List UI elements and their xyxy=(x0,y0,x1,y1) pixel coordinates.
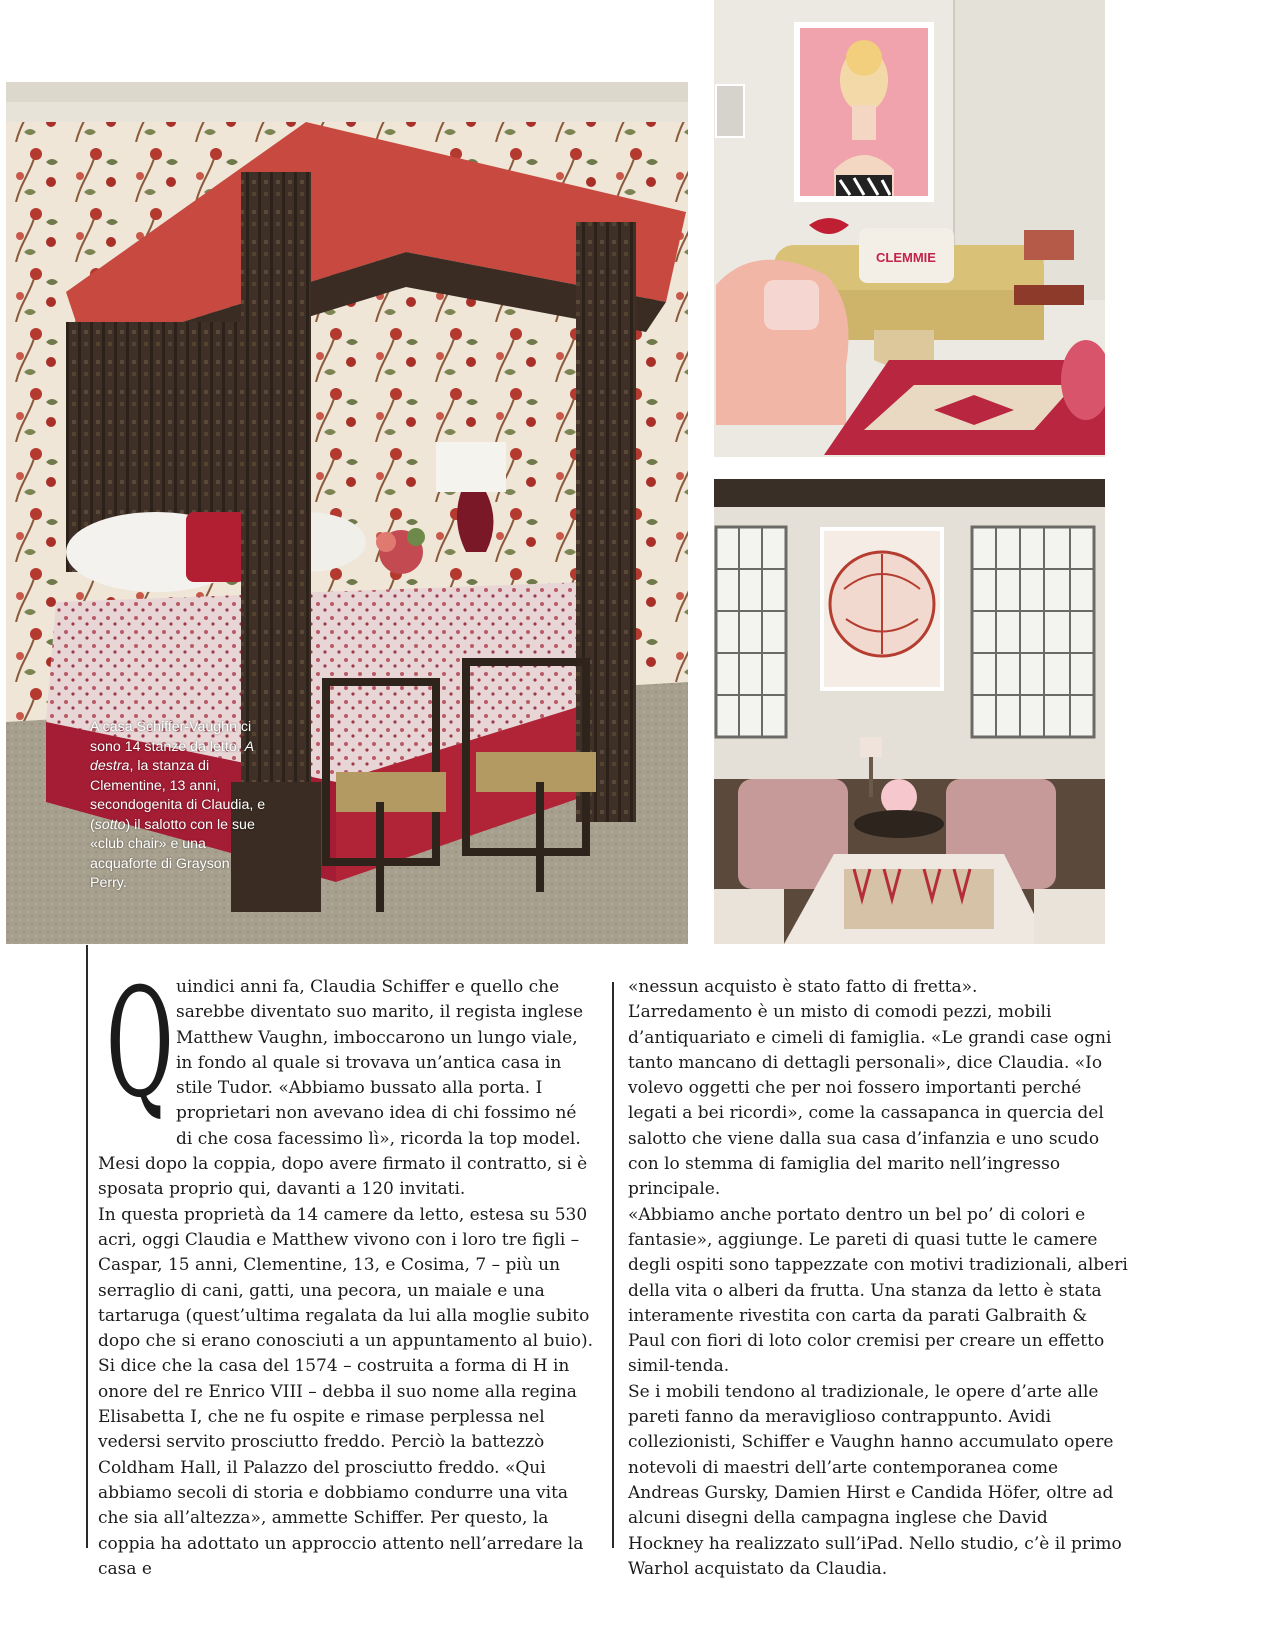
drop-cap: Q xyxy=(106,957,174,1131)
paragraph: «nessun acquisto è stato fatto di fretta». xyxy=(628,977,978,997)
girl-room-photo xyxy=(714,0,1105,457)
caption-part-1: A casa Schiffer-Vaughn ci sono 14 stanze da letto. xyxy=(90,719,252,755)
caption-emphasis-below: sotto xyxy=(94,816,126,833)
right-window xyxy=(972,527,1094,737)
paragraph: «Abbiamo anche portato dentro un bel po’ di colori e fantasie», aggiunge. Le pareti di quasi tutte le camere degli ospiti sono tappezzate con motivi tradizionali, alberi della vita o alberi da frutta. Una stanza da letto è stata interamente rivestita con carta da parati Galbraith & Paul con fiori di loto color cremisi per creare un effetto simil-tenda. xyxy=(628,1204,1128,1377)
caption-part-3: , la stanza di Clementine, 13 anni, secondogenita di Claudia, e ( xyxy=(90,758,266,833)
left-column-rule xyxy=(86,945,88,1548)
paragraph: Si dice che la casa del 1574 – costruita a forma di H in onore del re Enrico VIII – debba il suo nome alla regina Elisabetta I, che ne fu ospite e rimase perplessa nel vedersi servito prosciutto freddo. Perciò la battezzò Coldham Hall, il Palazzo del prosciutto freddo. «Qui abbiamo secoli di storia e dobbiamo condurre una vita che sia all’altezza», ammette Schiffer. Per questo, la coppia ha adottato un approccio attento nell’arredare la casa e xyxy=(98,1356,584,1579)
paragraph: uindici anni fa, Claudia Schiffer e quello che sarebbe diventato suo marito, il regista inglese Matthew Vaughn, imboccarono un lungo viale, in fondo al quale si trovava un’antica casa in stile Tudor. «Abbiamo bussato alla porta. I proprietari non avevano idea di chi fossimo né di che cosa facessimo lì», ricorda la top model. Mesi dopo la coppia, dopo avere firmato il contratto, si è sposata proprio qui, davanti a 120 invitati. xyxy=(98,977,588,1200)
article-column-left xyxy=(98,957,598,1582)
salon-photo xyxy=(714,479,1105,944)
photo-caption xyxy=(90,718,270,894)
pillow-text: CLEMMIE xyxy=(876,250,936,265)
caption-text xyxy=(90,718,270,894)
girl-room-illustration xyxy=(714,0,1105,457)
article-column-right xyxy=(628,975,1128,1582)
paragraph: In questa proprietà da 14 camere da letto, estesa su 530 acri, oggi Claudia e Matthew vivono con i loro tre figli – Caspar, 15 anni, Clementine, 13, e Cosima, 7 – più un serraglio di cani, gatti, una pecora, un maiale e una tartaruga (quest’ultima regalata da lui alla moglie subito dopo che si erano conosciuti a un appuntamento al buio). xyxy=(98,1204,594,1352)
right-column-rule xyxy=(612,982,614,1548)
salon-illustration xyxy=(714,479,1105,944)
caption-part-5: ) il salotto con le sue «club chair» e una acquaforte di Grayson Perry. xyxy=(90,816,255,891)
paragraph: Se i mobili tendono al tradizionale, le opere d’arte alle pareti fanno da meraviglioso contrappunto. Avidi collezionisti, Schiffer e Vaughn hanno accumulato opere notevoli di maestri dell’arte contemporanea come Andreas Gursky, Damien Hirst e Candida Höfer, oltre ad alcuni disegni della campagna inglese che David Hockney ha realizzato sull’iPad. Nello studio, c’è il primo Warhol acquistato da Claudia. xyxy=(628,1381,1122,1579)
paragraph: L’arredamento è un misto di comodi pezzi, mobili d’antiquariato e cimeli di famiglia. «Le grandi case ogni tanto mancano di dettagli personali», dice Claudia. «Io volevo oggetti che per noi fossero importanti perché legati a bei ricordi», come la cassapanca in quercia del salotto che viene dalla sua casa d’infanzia e uno scudo con lo stemma di famiglia del marito nell’ingresso principale. xyxy=(628,1002,1112,1200)
caption-emphasis-right: A destra xyxy=(90,738,254,774)
left-window xyxy=(716,527,786,737)
